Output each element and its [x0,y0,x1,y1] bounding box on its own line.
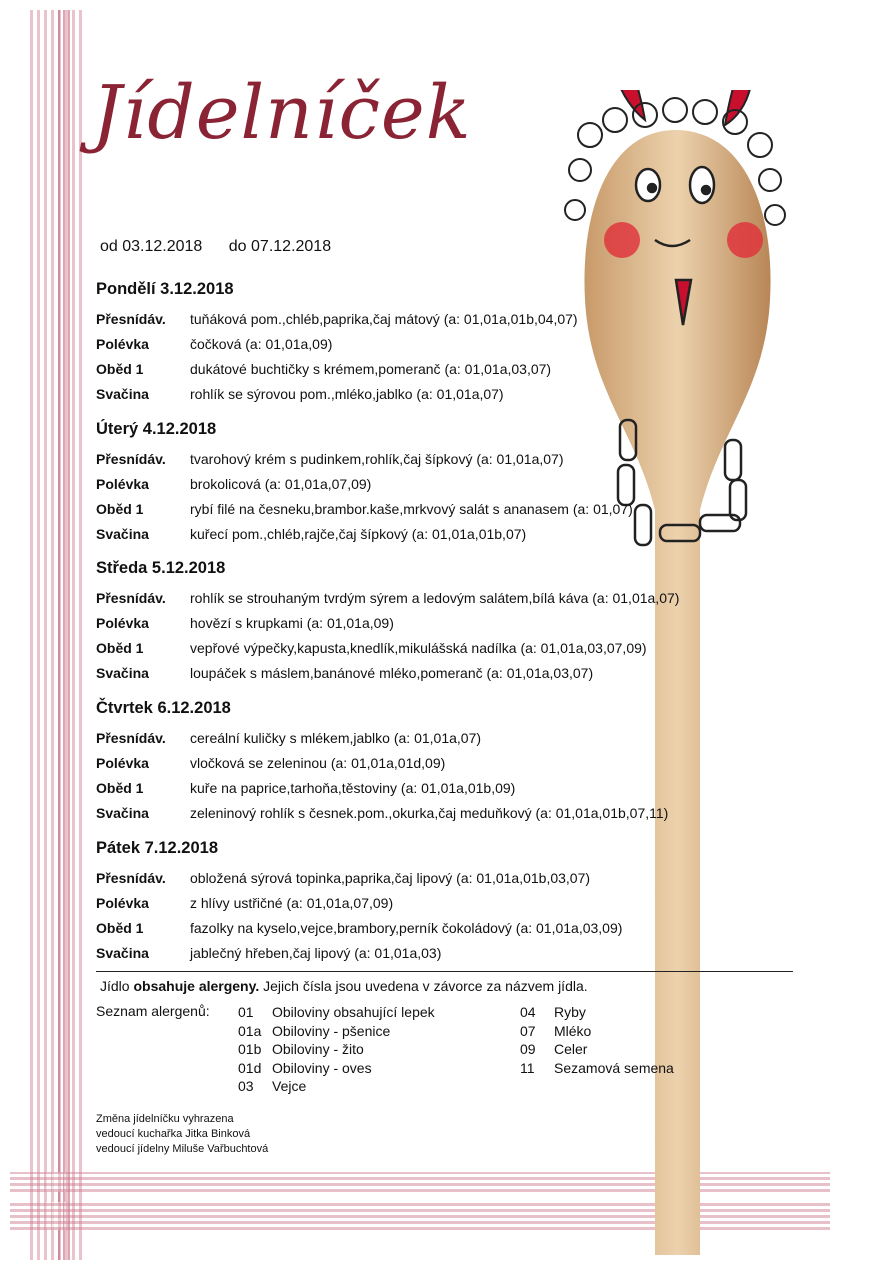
allergen-name: Obiloviny - žito [272,1041,364,1058]
day-heading: Čtvrtek 6.12.2018 [96,699,231,717]
meal-row [96,725,776,750]
meal-row [96,381,776,406]
meal-text: rohlík se strouhaným tvrdým sýrem a ledovým salátem,bílá káva (a: 01,01a,07) [190,589,680,606]
meal-text: vepřové výpečky,kapusta,knedlík,mikulášská nadílka (a: 01,01a,03,07,09) [190,639,647,656]
meal-text: rohlík se sýrovou pom.,mléko,jablko (a: 01,01a,07) [190,385,504,402]
date-from: od 03.12.2018 [100,238,203,255]
meal-label: Oběd 1 [96,779,144,796]
left-cheek-icon [604,222,640,258]
allergen-item [520,1059,674,1078]
meal-row [96,306,776,331]
meal-label: Polévka [96,475,149,492]
meal-row [96,775,776,800]
day-thursday [96,699,776,825]
allergen-list-label: Seznam alergenů: [96,1003,210,1019]
day-heading: Středa 5.12.2018 [96,559,226,577]
allergen-item [238,1077,435,1096]
meal-text: cereální kuličky s mlékem,jablko (a: 01,01a,07) [190,729,482,746]
footer-line: vedoucí jídelny Miluše Vařbuchtová [96,1143,269,1155]
meal-text: obložená sýrová topinka,paprika,čaj lipový (a: 01,01a,01b,03,07) [190,869,591,886]
allergen-name: Mléko [554,1022,592,1039]
meal-row [96,496,776,521]
allergen-item [238,1059,435,1078]
allergen-name: Ryby [554,1004,586,1021]
date-range [100,238,353,256]
meal-label: Přesnídáv. [96,310,166,327]
meal-label: Svačina [96,804,149,821]
meal-label: Polévka [96,894,149,911]
day-wednesday [96,559,776,685]
meal-label: Oběd 1 [96,500,144,517]
meal-label: Polévka [96,614,149,631]
allergen-name: Obiloviny obsahující lepek [272,1004,435,1021]
allergen-code: 09 [520,1041,536,1058]
meal-text: kuřecí pom.,chléb,rajče,čaj šípkový (a: 01,01a,01b,07) [190,525,527,542]
allergen-code: 01b [238,1041,262,1058]
meal-row [96,915,776,940]
meal-label: Svačina [96,525,149,542]
allergen-item [520,1022,674,1041]
allergen-item [520,1040,674,1059]
meal-label: Přesnídáv. [96,450,166,467]
divider [96,971,793,972]
allergen-code: 01a [238,1022,262,1039]
tablecloth-stripe-vertical [30,10,84,1260]
meal-row [96,521,776,546]
meal-row [96,940,776,965]
meal-text: z hlívy ustřičné (a: 01,01a,07,09) [190,894,394,911]
meal-text: hovězí s krupkami (a: 01,01a,09) [190,614,394,631]
meal-text: rybí filé na česneku,brambor.kaše,mrkvový salát s ananasem (a: 01,07) [190,500,633,517]
meal-label: Svačina [96,664,149,681]
day-tuesday [96,420,776,546]
meal-row [96,471,776,496]
meal-label: Přesnídáv. [96,869,166,886]
footer-line: Změna jídelníčku vyhrazena [96,1113,234,1125]
meal-row [96,865,776,890]
tablecloth-stripe-vertical-inner [58,10,70,1260]
meal-text: jablečný hřeben,čaj lipový (a: 01,01a,03) [190,944,442,961]
allergen-item [238,1003,435,1022]
allergen-item [238,1022,435,1041]
date-to: do 07.12.2018 [228,238,332,255]
allergen-code: 11 [520,1059,535,1076]
meal-row [96,446,776,471]
meal-text: zeleninový rohlík s česnek.pom.,okurka,čaj meduňkový (a: 01,01a,01b,07,11) [190,804,669,821]
allergen-name: Obiloviny - oves [272,1059,372,1076]
meal-row [96,585,776,610]
meal-label: Oběd 1 [96,919,144,936]
meal-label: Polévka [96,335,149,352]
meal-label: Přesnídáv. [96,729,166,746]
allergen-item [520,1003,674,1022]
allergen-name: Celer [554,1041,588,1058]
allergen-note [100,978,588,994]
meal-label: Přesnídáv. [96,589,166,606]
meal-row [96,331,776,356]
meal-text: čočková (a: 01,01a,09) [190,335,333,352]
allergen-note-prefix: Jídlo [100,978,134,994]
meal-text: tvarohový krém s pudinkem,rohlík,čaj šípkový (a: 01,01a,07) [190,450,564,467]
meal-row [96,800,776,825]
allergen-code: 01d [238,1059,262,1076]
meal-text: tuňáková pom.,chléb,paprika,čaj mátový (a: 01,01a,01b,04,07) [190,310,578,327]
allergen-code: 03 [238,1078,254,1095]
allergen-code: 01 [238,1004,254,1021]
meal-row [96,890,776,915]
footer [96,1112,268,1157]
meal-text: fazolky na kyselo,vejce,brambory,perník čokoládový (a: 01,01a,03,09) [190,919,623,936]
meal-text: vločková se zeleninou (a: 01,01a,01d,09) [190,754,446,771]
allergen-name: Sezamová semena [554,1059,674,1076]
meal-row [96,660,776,685]
meal-label: Oběd 1 [96,639,144,656]
meal-text: kuře na paprice,tarhoňa,těstoviny (a: 01,01a,01b,09) [190,779,516,796]
meal-label: Svačina [96,385,149,402]
page-title: Jídelníček [92,70,472,156]
meal-row [96,610,776,635]
allergen-code: 07 [520,1022,536,1039]
allergen-note-suffix: Jejich čísla jsou uvedena v závorce za názvem jídla. [259,978,588,994]
meal-row [96,356,776,381]
allergen-name: Vejce [272,1078,307,1095]
meal-row [96,750,776,775]
day-monday [96,280,776,406]
meal-label: Polévka [96,754,149,771]
allergen-list-left [238,1003,435,1096]
allergen-item [238,1040,435,1059]
meal-text: loupáček s máslem,banánové mléko,pomeranč (a: 01,01a,03,07) [190,664,594,681]
right-cheek-icon [727,222,763,258]
day-heading: Úterý 4.12.2018 [96,420,217,438]
meal-text: brokolicová (a: 01,01a,07,09) [190,475,372,492]
allergen-name: Obiloviny - pšenice [272,1022,391,1039]
meal-text: dukátové buchtičky s krémem,pomeranč (a: 01,01a,03,07) [190,360,552,377]
day-heading: Pondělí 3.12.2018 [96,280,234,298]
footer-line: vedoucí kuchařka Jitka Binková [96,1128,251,1140]
meal-label: Oběd 1 [96,360,144,377]
allergen-list-right [520,1003,674,1077]
day-heading: Pátek 7.12.2018 [96,839,219,857]
allergen-note-bold: obsahuje alergeny. [133,978,260,994]
meal-label: Svačina [96,944,149,961]
day-friday [96,839,776,965]
allergen-code: 04 [520,1004,536,1021]
meal-row [96,635,776,660]
